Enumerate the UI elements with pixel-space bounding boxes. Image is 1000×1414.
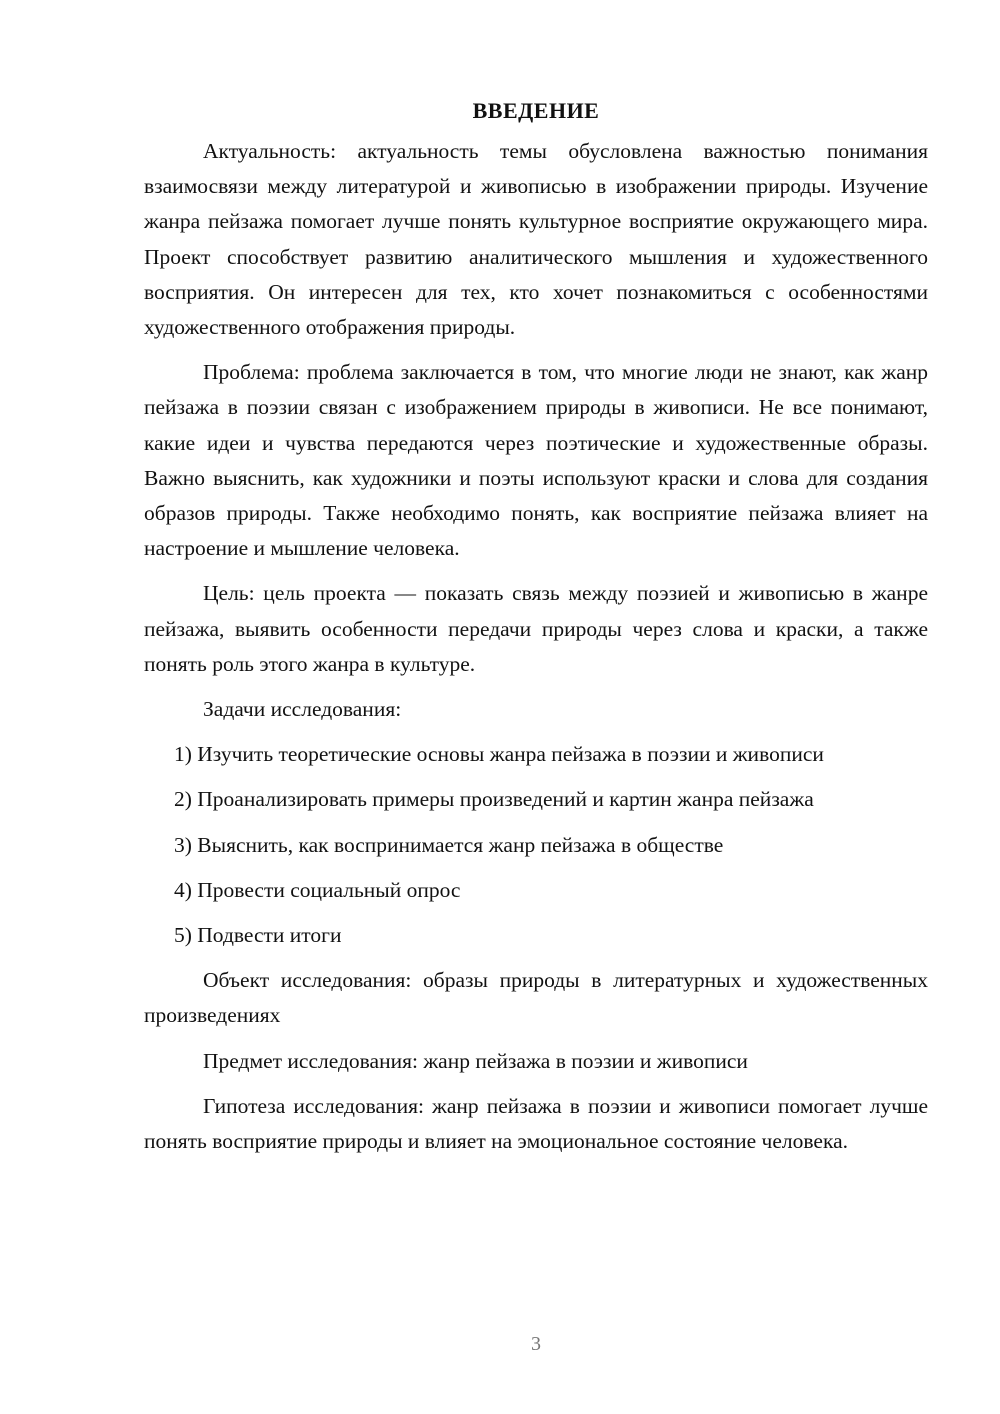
task-list	[144, 737, 928, 953]
relevance-paragraph: Актуальность: актуальность темы обусловлена важностью понимания взаимосвязи между литературой и живописью в изображении природы. Изучение жанра пейзажа помогает лучше понять культурное восприятие окружающего мира. Проект способствует развитию аналитического мышления и художественного восприятия. Он интересен для тех, кто хочет познакомиться с особенностями художественного отображения природы.	[144, 139, 928, 340]
object-paragraph: Объект исследования: образы природы в литературных и художественных произведениях	[144, 968, 928, 1028]
goal-paragraph: Цель: цель проекта — показать связь между поэзией и живописью в жанре пейзажа, выявить особенности передачи природы через слова и краски, а также понять роль этого жанра в культуре.	[144, 581, 928, 676]
task-item: 2) Проанализировать примеры произведений и картин жанра пейзажа	[174, 787, 814, 812]
task-item: 5) Подвести итоги	[174, 923, 342, 948]
task-item: 1) Изучить теоретические основы жанра пейзажа в поэзии и живописи	[174, 742, 824, 767]
problem-paragraph: Проблема: проблема заключается в том, что многие люди не знают, как жанр пейзажа в поэзии связан с изображением природы в живописи. Не все понимают, какие идеи и чувства передаются через поэтические и художественные образы. Важно выяснить, как художники и поэты используют краски и слова для создания образов природы. Также необходимо понять, как восприятие пейзажа влияет на настроение и мышление человека.	[144, 360, 928, 561]
hypothesis-paragraph: Гипотеза исследования: жанр пейзажа в поэзии и живописи помогает лучше понять восприятие природы и влияет на эмоциональное состояние человека.	[144, 1093, 928, 1154]
page-content	[144, 93, 928, 1169]
page-number: 3	[531, 1333, 541, 1355]
tasks-title: Задачи исследования:	[203, 697, 402, 722]
subject-paragraph: Предмет исследования: жанр пейзажа в поэзии и живописи	[203, 1048, 748, 1073]
page-heading: ВВЕДЕНИЕ	[472, 98, 600, 123]
task-item: 3) Выяснить, как воспринимается жанр пейзажа в обществе	[174, 832, 724, 857]
task-item: 4) Провести социальный опрос	[174, 877, 461, 902]
